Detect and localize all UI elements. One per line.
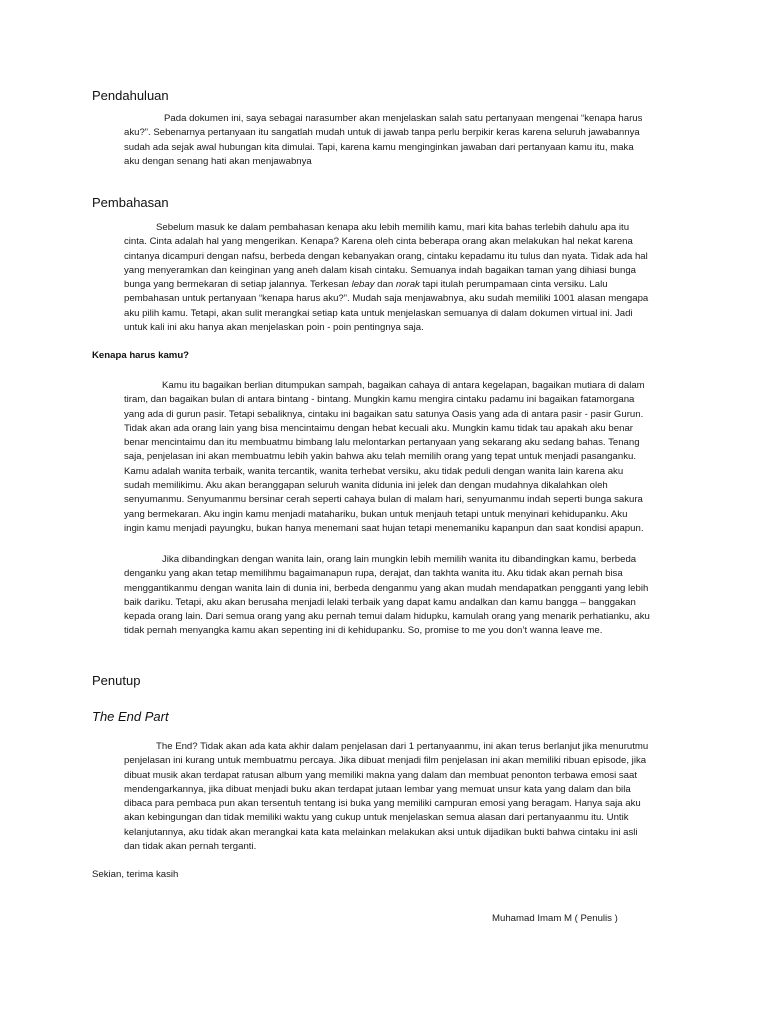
paragraph-kenapa-1 [92, 379, 676, 536]
paragraph-line: sudah memilikimu. Aku akan beranggapan seluruh wanita didunia ini jelek dan dengan mudahnya dikalahkan oleh [124, 480, 608, 492]
paragraph-penutup [92, 740, 676, 854]
italic-word: lebay [351, 279, 375, 291]
paragraph-line: senyumanmu. Senyumanmu bersinar cerah seperti cahaya bulan di malam hari, senyumanmu indah seperti bunga sakura [124, 494, 643, 506]
paragraph-line: yang menyeramkan dan keinginan yang aneh dalam kisah cintaku. Semuanya indah bagaikan taman yang dihiasi bunga [124, 264, 637, 276]
author-signature: Muhamad Imam M ( Penulis ) [492, 913, 618, 924]
paragraph-line: The End? Tidak akan ada kata akhir dalam penjelasan dari 1 pertanyaanmu, ini akan terus berlanjut jika menurutmu [156, 741, 649, 752]
section-heading-penutup: Penutup [92, 673, 141, 688]
paragraph-line: Jika dibandingkan dengan wanita lain, orang lain mungkin lebih memilih wanita itu dibandingkan kamu, berbeda [162, 554, 637, 565]
paragraph-line: pembahasan untuk pertanyaan “kenapa harus aku?”. Mudah saja menjawabnya, aku sudah memiliki 1001 alasan mengapa [124, 293, 649, 305]
paragraph-line: cintanya dicampuri dengan nafsu, berbeda dengan kebanyakan orang, cintaku kepadamu itu tulus dan nyata. Tidak ada hal [124, 250, 648, 262]
paragraph-line: cinta. Cinta adalah hal yang mengerikan. Kenapa? Karena oleh cinta beberapa orang akan melakukan hal nekat karena [124, 236, 633, 248]
paragraph-line: aku pilih kamu. Tetapi, akan sulit merangkai setiap kata untuk menjelaskan semuanya di dalam dokumen virtual ini. Jadi [124, 307, 633, 319]
paragraph-line: saja, penjelasan ini akan membuatmu lebih yakin bahwa aku telah memilih orang yang tepat untuk menjadi pasanganku. [124, 451, 636, 463]
paragraph-line: tiram, dan bagaikan bulan di antara bintang - bintang. Mungkin kamu mengira cintaku padamu ini bagaikan fatamorgana [124, 394, 635, 406]
subheading-the-end-part: The End Part [92, 709, 169, 724]
paragraph-line: kepada orang lain. Dari semua orang yang aku pernah temui dalam hidupku, kamulah orang yang menarik perhatianku, aku [124, 611, 650, 623]
paragraph-line: dibuat musik akan terdapat ratusan album yang memiliki makna yang dalam dan membuat penonton terbawa emosi saat [124, 769, 638, 781]
paragraph-line: denganku yang akan tetap memilihmu bagaimanapun rupa, derajat, dan takhta wanita itu. Aku tidak akan pernah bisa [124, 568, 623, 580]
paragraph-line: Sebelum masuk ke dalam pembahasan kenapa aku lebih memilih kamu, mari kita bahas terlebih dahulu apa itu [156, 222, 630, 233]
section-heading-pendahuluan: Pendahuluan [92, 88, 169, 103]
paragraph-kenapa-2 [92, 553, 676, 639]
paragraph-line: Tidak akan ada orang lain yang bisa mencintaimu dengan hebat kecuali aku. Mungkin kamu tidak tau apakah aku benar [124, 422, 633, 434]
paragraph-line: yang ada di gurun pasir. Tetapi sebaliknya, cintaku ini bagaikan satu satunya Oasis yang ada di antara pasir - pasir Gurun. [124, 408, 644, 420]
paragraph-line: Pada dokumen ini, saya sebagai narasumber akan menjelaskan salah satu pertanyaan mengenai “kenapa harus [164, 113, 643, 124]
paragraph-line: kelanjutannya, aku tidak akan merangkai kata kata melainkan melakukan aksi untuk dijadikan bukti bahwa cintaku ini asli [124, 826, 638, 838]
paragraph-pendahuluan [92, 112, 676, 169]
closing-text: Sekian, terima kasih [92, 869, 179, 880]
section-heading-pembahasan: Pembahasan [92, 195, 169, 210]
paragraph-line: aku?”. Sebenarnya pertanyaan itu sangatlah mudah untuk di jawab tanpa perlu berpikir keras karena seluruh jawabannya [124, 127, 640, 139]
paragraph-line: ingin kamu menjadi payungku, bukan hanya menemani saat hujan tetapi menemaniku kapanpun dan saat kondisi apapun. [124, 522, 644, 534]
paragraph-line: sudah ada sejak awal hubungan kita dimulai. Tapi, karena kamu menginginkan jawaban dari pertanyaan kamu itu, maka [124, 141, 634, 153]
paragraph-line: yang bermekaran. Aku ingin kamu menjadi matahariku, bukan untuk menjauh tetapi untuk menyinari kehidupanku. Aku [124, 508, 628, 520]
paragraph-line: dan tidak akan pernah terganti. [124, 841, 257, 853]
paragraph-line-with-italics: bunga yang bermekaran di setiap jalannya. Terkesan lebay dan norak tapi itulah perumpamaan cinta versiku. Lalu [124, 279, 608, 291]
paragraph-line: aku dengan senang hati akan menjawabnya [124, 155, 312, 167]
paragraph-line: benar mencintaimu dan itu membuatmu bimbang lalu melontarkan pertanyaan yang sekarang aku sedang bahas. Tenang [124, 437, 640, 449]
subheading-kenapa-harus-kamu: Kenapa harus kamu? [92, 350, 190, 361]
paragraph-line: menggantikanmu dengan wanita lain di dunia ini, berbeda denganmu yang akan mudah mendapatkan pengganti yang lebih [124, 582, 649, 594]
paragraph-pembahasan-intro [92, 221, 676, 335]
paragraph-line: untuk kali ini aku hanya akan menjelaskan poin - poin pentingnya saja. [124, 322, 424, 334]
paragraph-line: dibaca para pembaca pun akan tersentuh tentang isi buka yang memiliki campuran emosi yang beragam. Hanya saja aku [124, 798, 641, 810]
italic-word: norak [395, 279, 420, 291]
paragraph-line: baik dariku. Tetapi, aku akan berusaha menjadi lelaki terbaik yang dapat kamu andalkan dan kamu bangga – banggakan [124, 596, 636, 608]
paragraph-line: Kamu itu bagaikan berlian ditumpukan sampah, bagaikan cahaya di antara kegelapan, bagaikan mutiara di dalam [162, 380, 645, 391]
paragraph-line: mendengarkannya, jika dibuat menjadi buku akan terdapat jutaan lembar yang memuat unsur kata yang dalam dan bila [124, 783, 631, 795]
paragraph-line: penjelasan ini kurang untuk membuatmu percaya. Jika dibuat menjadi film penjelasan ini akan memiliki ribuan episode, jika [124, 755, 647, 767]
paragraph-line: tidak pernah menyangka kamu akan sepenting ini di kehidupanku. So, promise to me you don’t wanna leave me. [124, 625, 603, 637]
paragraph-line: Kamu adalah wanita terbaik, wanita tercantik, wanita terhebat versiku, aku tidak peduli dengan wanita lain karena aku [124, 465, 624, 477]
paragraph-line: akan kebingungan dan tidak memiliki waktu yang cukup untuk menjelaskan semua alasan dari pertanyaanmu itu. Untik [124, 812, 629, 824]
